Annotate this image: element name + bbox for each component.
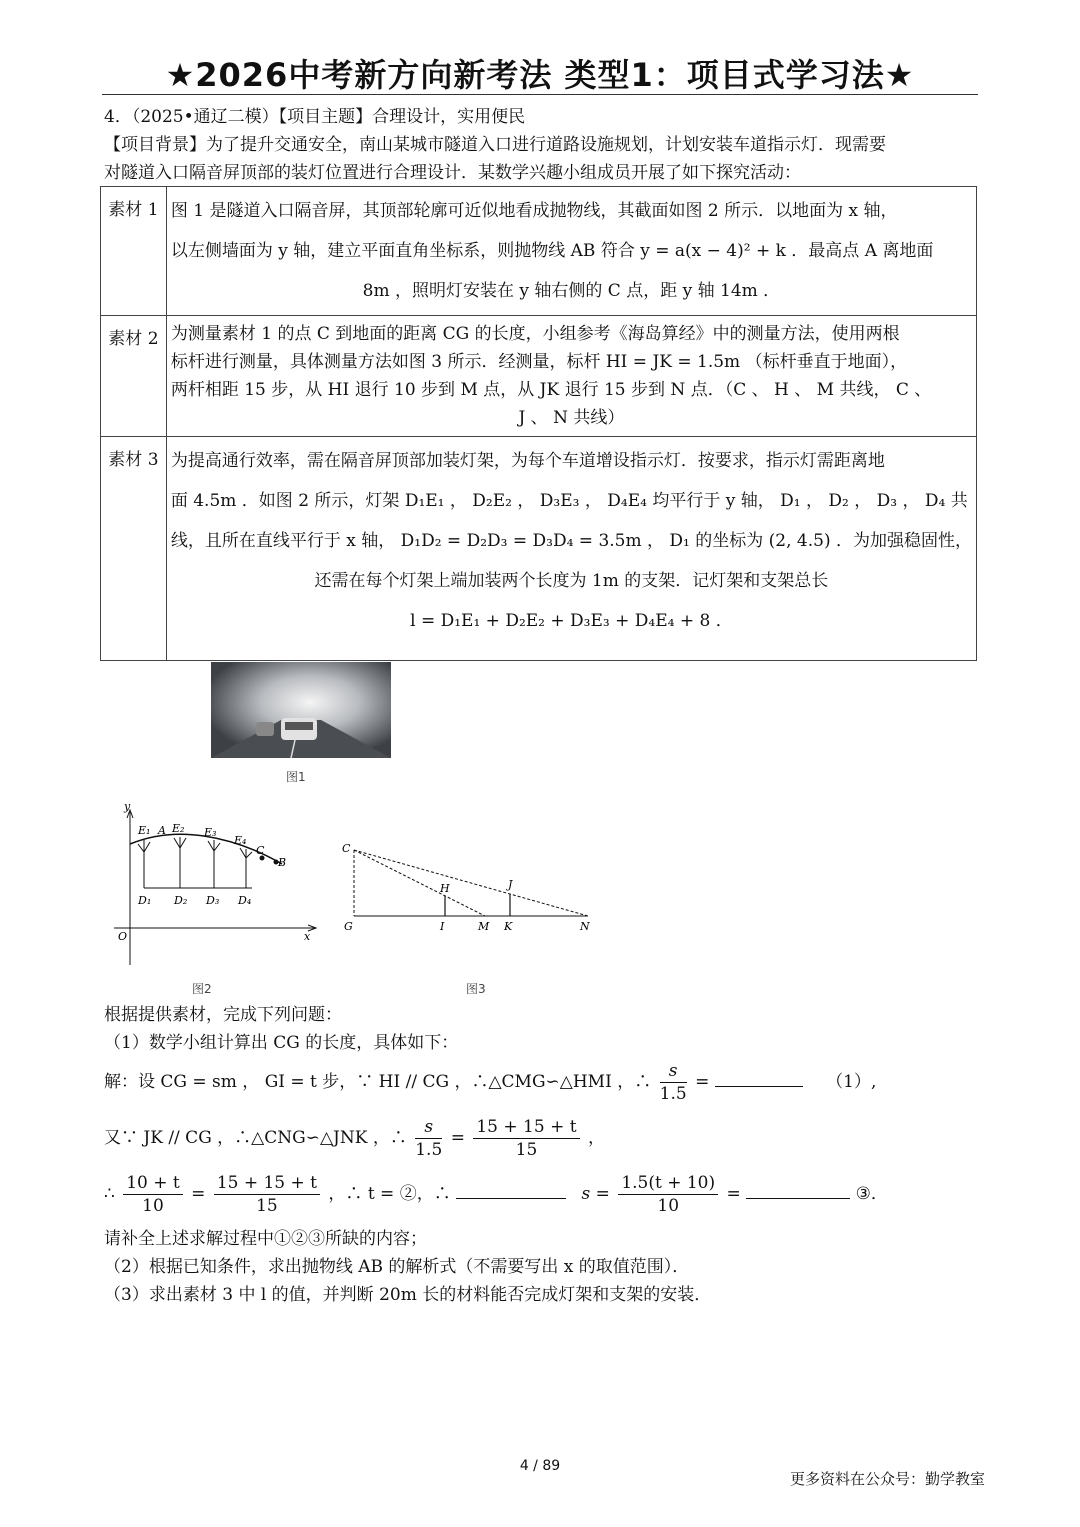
- label-e3: E₃: [204, 826, 217, 839]
- label-d3: D₃: [206, 894, 220, 907]
- figure-3-caption: 图3: [466, 982, 486, 996]
- fraction: $\frac{s}{1.5}$: [659, 1061, 687, 1104]
- label-a: A: [158, 824, 166, 837]
- material-line: 为提高通行效率，需在隔音屏顶部加装灯架，为每个车道增设指示灯．按要求，指示灯需距离地: [170, 451, 885, 471]
- label-c: C: [256, 844, 265, 857]
- material-line: 为测量素材 1 的点 C 到地面的距离 CG 的长度，小组参考《海岛算经》中的测量方法，使用两根: [170, 324, 900, 344]
- question-3: （3）求出素材 3 中 l 的值，并判断 20m 长的材料能否完成灯架和支架的安装．: [104, 1285, 712, 1305]
- material-line: 两杆相距 15 步，从 HI 退行 10 步到 M 点，从 JK 退行 15 步到 N 点．（C 、 H 、 M 共线， C 、: [170, 380, 932, 400]
- figure-3-diagram: [338, 836, 598, 942]
- label-y: y: [124, 800, 131, 813]
- page-number: 4 / 89: [519, 1458, 561, 1474]
- label-d1: D₁: [138, 894, 152, 907]
- fraction: $\frac{1.5(t + 10)}{10}$: [618, 1172, 718, 1217]
- material-content: [166, 316, 976, 437]
- material-label: 素材 3: [101, 437, 167, 661]
- material-row-1: [101, 187, 977, 316]
- material-line: J 、 N 共线）: [518, 408, 625, 428]
- question-header: 4．（2025•通辽二模）【项目主题】合理设计，实用便民: [104, 107, 526, 127]
- question-2: （2）根据已知条件，求出抛物线 AB 的解析式（不需要写出 x 的取值范围）．: [104, 1257, 690, 1277]
- solution-text: 又∵ JK // CG ，∴△CNG∽△JNK ，∴: [104, 1128, 407, 1148]
- figure-1-tunnel-photo: [211, 662, 391, 758]
- material-line: 图 1 是隧道入口隔音屏，其顶部轮廓可近似地看成抛物线，其截面如图 2 所示．以地面为 x 轴，: [170, 201, 898, 221]
- label-m: M: [478, 920, 490, 933]
- blank-marker: ③．: [855, 1184, 888, 1204]
- fraction: $\frac{10 + t}{10}$: [123, 1172, 183, 1217]
- answer-blank-2[interactable]: [456, 1182, 566, 1199]
- label-x: x: [304, 930, 311, 943]
- background-line-1: 【项目背景】为了提升交通安全，南山某城市隧道入口进行道路设施规划，计划安装车道指示灯．现需要: [104, 135, 886, 155]
- label-d4: D₄: [238, 894, 252, 907]
- fraction: $\frac{s}{1.5}$: [415, 1117, 443, 1160]
- material-line: 8m ，照明灯安装在 y 轴右侧的 C 点，距 y 轴 14m ．: [362, 281, 781, 301]
- label-c: C: [342, 842, 351, 855]
- answer-blank-3[interactable]: [746, 1182, 850, 1199]
- solution-text: ，: [587, 1128, 605, 1148]
- material-row-3: [101, 437, 977, 661]
- label-i: I: [440, 920, 445, 933]
- label-j: J: [508, 878, 513, 891]
- fraction: $\frac{15 + 15 + t}{15}$: [473, 1116, 579, 1161]
- material-label: 素材 1: [101, 187, 167, 316]
- material-row-2: [101, 316, 977, 437]
- label-origin: O: [118, 930, 128, 943]
- label-e4: E₄: [234, 834, 247, 847]
- solution-text: ∴: [104, 1184, 115, 1204]
- solution-line-2: 又∵ JK // CG ，∴△CNG∽△JNK ，∴ $\frac{s}{1.5}$ = $\frac{15 + 15 + t}{15}$ ，: [104, 1117, 605, 1160]
- figure-2-caption: 图2: [192, 982, 212, 996]
- material-line: l = D₁E₁ + D₂E₂ + D₃E₃ + D₄E₄ + 8 ．: [410, 611, 733, 631]
- question-1: （1）数学小组计算出 CG 的长度，具体如下：: [104, 1033, 459, 1053]
- material-line: 标杆进行测量，具体测量方法如图 3 所示．经测量，标杆 HI = JK = 1.5m （标杆垂直于地面），: [170, 352, 908, 372]
- material-label: 素材 2: [101, 316, 167, 437]
- title-divider: [102, 94, 978, 95]
- label-e2: E₂: [172, 822, 185, 835]
- material-content: [166, 437, 976, 661]
- label-d2: D₂: [174, 894, 188, 907]
- fill-note: 请补全上述求解过程中①②③所缺的内容；: [104, 1229, 427, 1249]
- material-line: 还需在每个灯架上端加装两个长度为 1m 的支架．记灯架和支架总长: [314, 571, 829, 591]
- solution-line-3: ∴ $\frac{10 + t}{10}$ = $\frac{15 + 15 + t}{15}$ ，∴ t = ②，∴ s = $\frac{1.5(t + 10)}{10}$ = ③．: [104, 1173, 888, 1216]
- solution-text: s =: [581, 1184, 610, 1204]
- figure-1-caption: 图1: [286, 770, 306, 784]
- blank-marker: （1）,: [826, 1072, 877, 1092]
- material-line: 以左侧墙面为 y 轴，建立平面直角坐标系，则抛物线 AB 符合 y = a(x − 4)² + k ．最高点 A 离地面: [170, 241, 934, 261]
- label-h: H: [440, 882, 450, 895]
- figure-2-diagram: [104, 800, 324, 970]
- material-content: [166, 187, 976, 316]
- label-g: G: [344, 920, 353, 933]
- label-b: B: [278, 856, 287, 869]
- background-line-2: 对隧道入口隔音屏顶部的装灯位置进行合理设计．某数学兴趣小组成员开展了如下探究活动：: [104, 163, 801, 183]
- solution-text: 解：设 CG = sm ， GI = t 步，∵ HI // CG ，∴△CMG∽△HMI ，∴: [104, 1072, 652, 1092]
- fraction: $\frac{15 + 15 + t}{15}$: [214, 1172, 320, 1217]
- label-n: N: [580, 920, 590, 933]
- material-line: 面 4.5m ．如图 2 所示，灯架 D₁E₁ ， D₂E₂ ， D₃E₃ ， D₄E₄ 均平行于 y 轴， D₁ ， D₂ ， D₃ ， D₄ 共: [170, 491, 968, 511]
- equals-sign: =: [695, 1072, 710, 1092]
- material-line: 线，且所在直线平行于 x 轴， D₁D₂ = D₂D₃ = D₃D₄ = 3.5m ， D₁ 的坐标为 (2, 4.5) ．为加强稳固性，: [170, 531, 972, 551]
- page-title: ★2026中考新方向新考法 类型1：项目式学习法★: [165, 56, 915, 94]
- intro-text: 根据提供素材，完成下列问题：: [104, 1005, 342, 1025]
- solution-text: ，∴ t = ②，∴: [328, 1184, 451, 1204]
- answer-blank-1[interactable]: [715, 1070, 803, 1087]
- label-k: K: [504, 920, 513, 933]
- footer-note: 更多资料在公众号：勤学教室: [790, 1470, 986, 1488]
- label-e1: E₁: [138, 824, 151, 837]
- solution-line-1: [104, 1060, 876, 1105]
- materials-table: [100, 186, 977, 661]
